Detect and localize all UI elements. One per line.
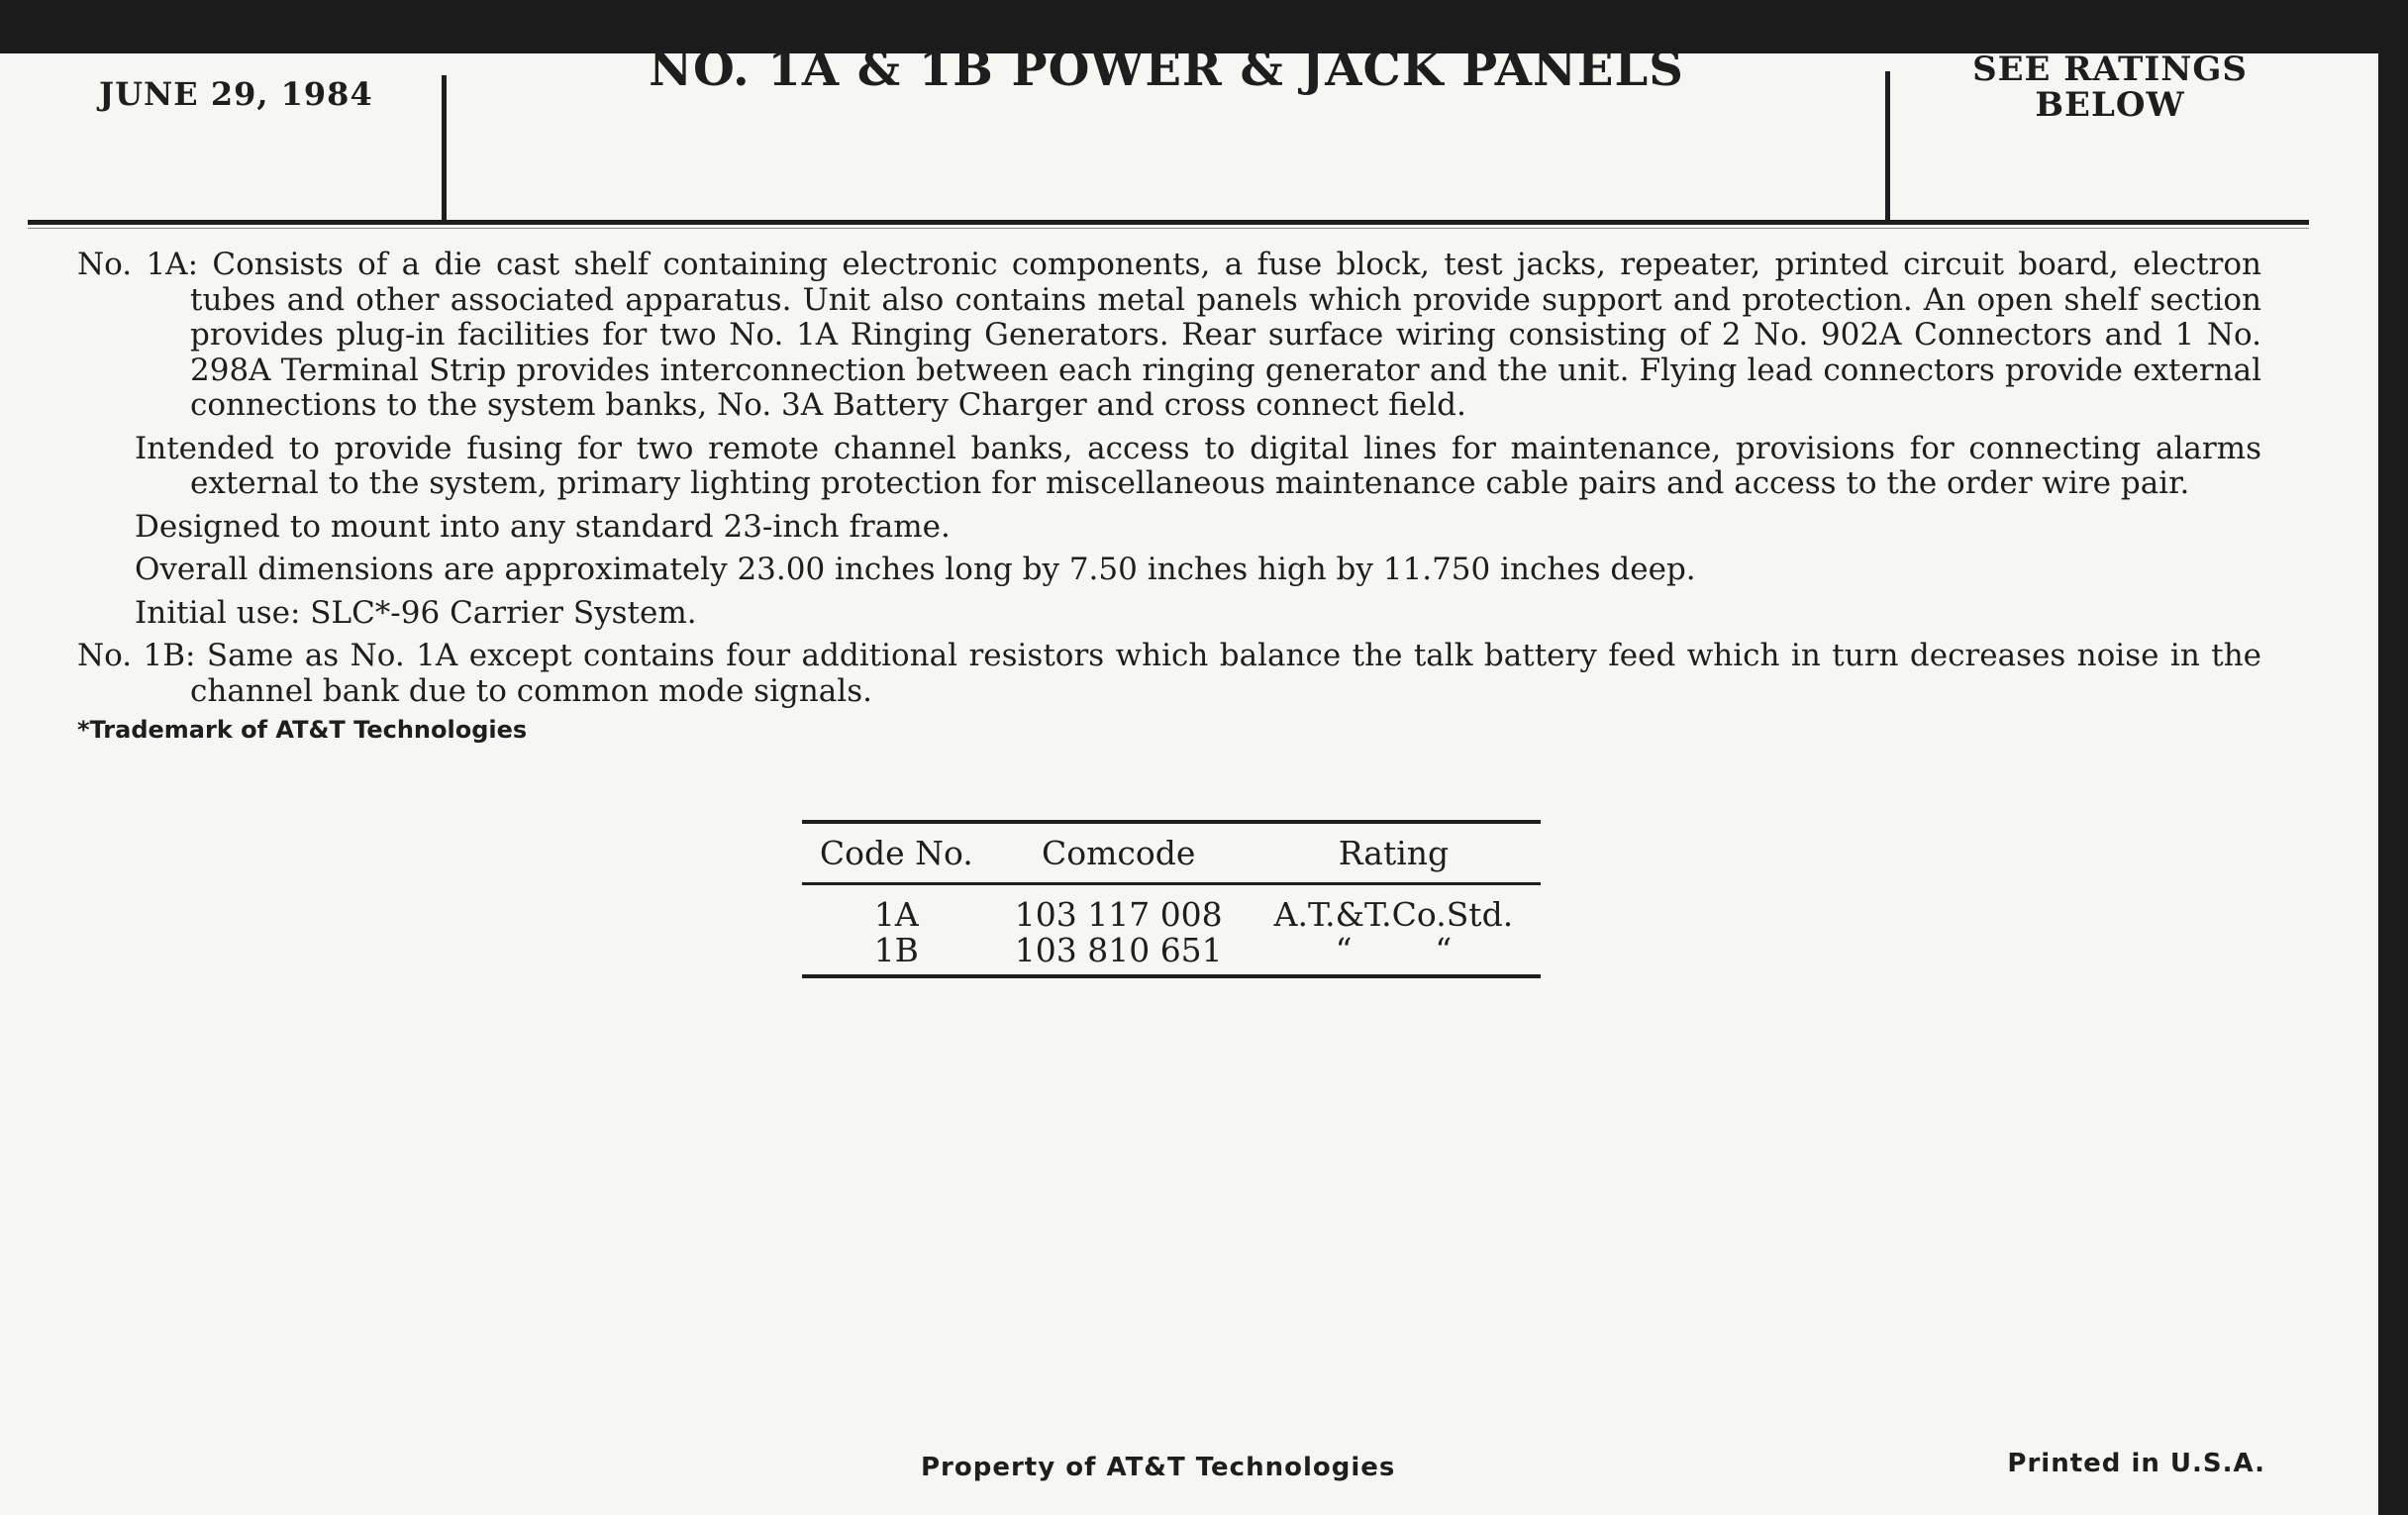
- header-divider-left: [442, 75, 447, 224]
- printed-in-footer: Printed in U.S.A.: [2007, 1449, 2265, 1478]
- header-code-no: Code No.: [802, 822, 991, 884]
- header-rule: [28, 220, 2309, 225]
- mounting-paragraph: Designed to mount into any standard 23-inch frame.: [135, 508, 951, 545]
- rating-cell: A.T.&T.Co.Std.: [1273, 895, 1514, 934]
- property-footer: Property of AT&T Technologies: [921, 1453, 1396, 1482]
- table-row: [802, 933, 1541, 976]
- header-rule-thin: [28, 228, 2309, 229]
- header-divider-right: [1885, 71, 1890, 220]
- trademark-footnote: *Trademark of AT&T Technologies: [77, 716, 528, 744]
- header-date: JUNE 29, 1984: [99, 75, 373, 113]
- header-comcode: Comcode: [991, 822, 1247, 884]
- page-title: NO. 1A & 1B POWER & JACK PANELS: [649, 42, 1684, 97]
- dimensions-paragraph: Overall dimensions are approximately 23.00 inches long by 7.50 inches high by 11.750 inches deep.: [135, 552, 1696, 587]
- comcode-cell: 103 810 651: [991, 933, 1247, 976]
- ratings-note: SEE RATINGS BELOW: [1972, 50, 2248, 125]
- ratings-table: [802, 820, 1541, 978]
- intended-use-paragraph: Intended to provide fusing for two remote channel banks, access to digital lines for maintenance, provisions for connecting alarms external to the system, primary lighting protection for miscellaneous maintenance cable pairs and access to the order wire pair.: [135, 430, 2261, 501]
- comcode-cell: 103 117 008: [1014, 895, 1223, 934]
- header-rating: Rating: [1247, 822, 1541, 884]
- table-row: [802, 884, 1541, 934]
- code-no-cell: 1B: [802, 933, 991, 976]
- ratings-header-row: [802, 822, 1541, 884]
- code-no-cell: 1A: [873, 895, 919, 934]
- initial-use-paragraph: Initial use: SLC*-96 Carrier System.: [135, 594, 697, 631]
- no-1a-description: No. 1A: Consists of a die cast shelf containing electronic components, a fuse block, test jacks, repeater, printed circuit board, electron tubes and other associated apparatus. Unit also contains metal panels which provide support and protection. An open shelf section provides plug-in facilities for two No. 1A Ringing Generators. Rear surface wiring consisting of 2 No. 902A Connectors and 1 No. 298A Terminal Strip provides interconnection between each ringing generator and the unit. Flying lead connectors provide external connections to the system banks, No. 3A Battery Charger and cross connect field.: [77, 247, 2261, 423]
- no-1b-description: No. 1B: Same as No. 1A except contains four additional resistors which balance the talk battery feed which in turn decreases noise in the channel bank due to common mode signals.: [77, 638, 2261, 709]
- rating-cell: “ “: [1247, 933, 1541, 976]
- description-body: [77, 248, 2261, 743]
